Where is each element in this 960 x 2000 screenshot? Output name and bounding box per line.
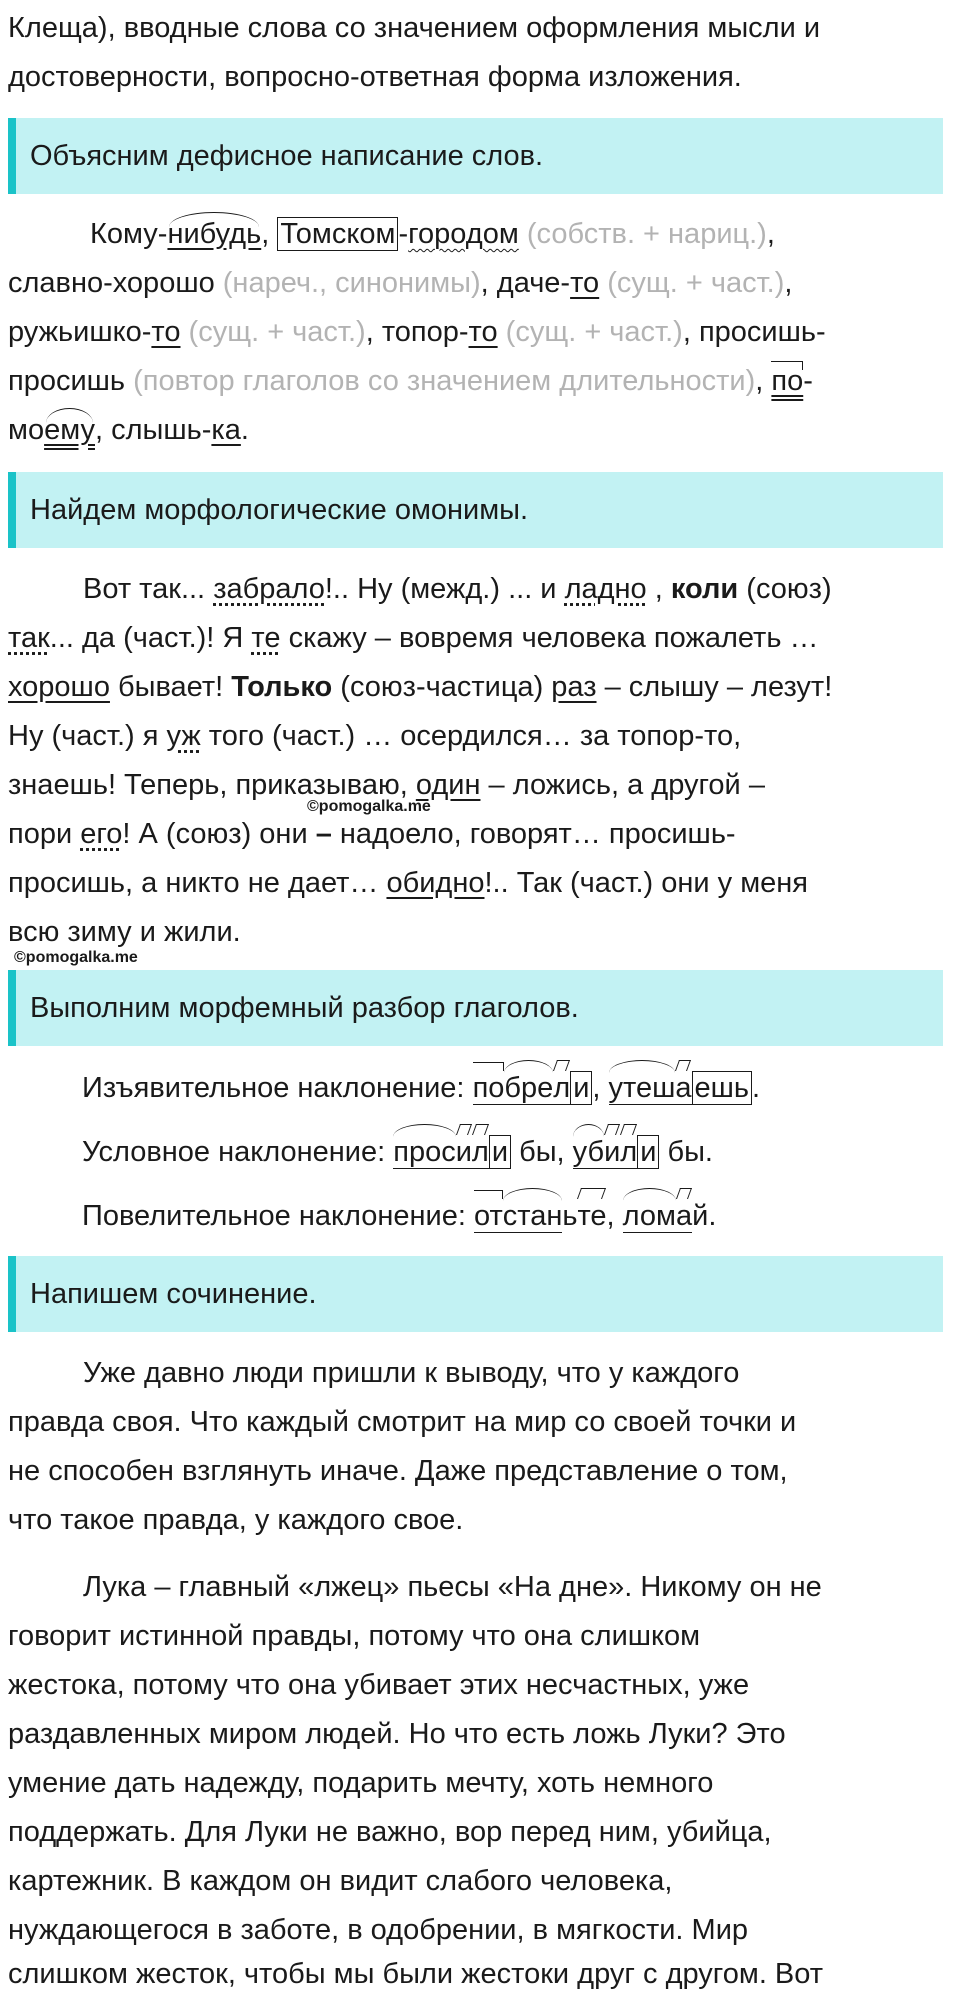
homonym-line: всю зиму и жили. — [8, 916, 241, 948]
homonym-word: забрало — [213, 573, 325, 605]
morpheme-line-imperative: Повелительное наклонение: отстаньте, ломай. — [82, 1186, 716, 1246]
word-boxed: Томском — [277, 217, 398, 251]
essay-line: говорит истинной правды, потому что она слишком — [8, 1620, 701, 1652]
suffix: те — [577, 1186, 606, 1246]
homonym-word: уж — [166, 720, 201, 752]
ending: и — [570, 1071, 592, 1105]
word: Кому- — [90, 218, 168, 250]
note: (повтор глаголов со значением длительности) — [125, 365, 756, 397]
homonym-line: пори его! А (союз) они – надоело, говорят… просишь- — [8, 818, 736, 850]
note: (сущ. + част.) — [599, 267, 785, 299]
homonym-line: хорошо бывает! Только (союз-частица) раз – слышу – лезут! — [8, 671, 833, 703]
word: ружьишко- — [8, 316, 152, 348]
homonym-word: Только — [231, 671, 333, 703]
punct: , — [784, 267, 793, 299]
word-suffix: нибудь — [167, 210, 261, 259]
prefix: по — [473, 1058, 505, 1118]
hyphen: - — [398, 218, 409, 250]
homonym-word: один — [415, 769, 481, 801]
essay-line: умение дать надежду, подарить мечту, хоть немного — [8, 1767, 714, 1799]
essay-line: картежник. В каждом он видит слабого человека, — [8, 1865, 673, 1897]
morpheme-line-conditional: Условное наклонение: просил и бы, убил и бы. — [82, 1122, 713, 1182]
root: стан — [503, 1186, 563, 1246]
punct: , — [261, 218, 278, 250]
prefix: по — [771, 357, 803, 406]
hyphen-line — [8, 210, 943, 259]
homonym-word: ладно — [564, 573, 647, 605]
word: топор- — [381, 316, 469, 348]
suffix: а — [676, 1186, 692, 1246]
root: прос — [393, 1122, 455, 1182]
homonym-word: те — [251, 622, 281, 654]
homonym-word: коли — [670, 573, 739, 605]
word: мо — [8, 414, 45, 446]
punct: , — [682, 316, 699, 348]
word: даче- — [496, 267, 571, 299]
note: (сущ. + част.) — [180, 316, 366, 348]
homonym-line: знаешь! Теперь, приказываю, один – ложись, а другой – — [8, 769, 765, 801]
note: (нареч., синонимы) — [214, 267, 481, 299]
suffix: а — [675, 1058, 691, 1118]
hyphen: - — [803, 365, 813, 397]
essay-line: что такое правда, у каждого свое. — [8, 1504, 464, 1536]
homonym-word: хорошо — [8, 671, 110, 703]
hyphen-line — [8, 308, 943, 357]
particle: ка — [211, 414, 241, 446]
root: бре — [504, 1058, 553, 1118]
section-heading: Объясним дефисное написание слов. — [8, 118, 943, 194]
punct: , — [766, 218, 775, 250]
homonym-word: его — [80, 818, 123, 850]
suffix: л — [553, 1058, 570, 1118]
particle: то — [151, 316, 181, 348]
punct: , — [94, 414, 112, 446]
section-heading: Выполним морфемный разбор глаголов. — [8, 970, 943, 1046]
root: уб — [573, 1122, 604, 1182]
word: слышь- — [111, 414, 212, 446]
punct: , — [480, 267, 497, 299]
word: просишь- — [698, 316, 826, 348]
intro-line: достоверности, вопросно-ответная форма изложения. — [8, 61, 742, 93]
ending: и — [489, 1135, 511, 1169]
essay-line: нуждающегося в заботе, в одобрении, в мягкости. Мир — [8, 1914, 749, 1946]
hyphen-line — [8, 259, 943, 308]
essay-line: Уже давно люди пришли к выводу, что у каждого — [83, 1357, 740, 1389]
homonym-word: раз — [551, 671, 597, 703]
word: просишь — [8, 365, 126, 397]
note: (сущ. + част.) — [497, 316, 683, 348]
homonym-line: так... да (част.)! Я те скажу – вовремя человека пожалеть … — [8, 622, 819, 654]
homonym-line: Ну (част.) я уж того (част.) … осердился… за топор-то, — [8, 720, 742, 752]
suffix: и — [604, 1122, 620, 1182]
punct: , — [755, 365, 772, 397]
homonym-word: обидно — [386, 867, 485, 899]
note: (собств. + нариц.) — [518, 218, 767, 250]
watermark: ©pomogalka.me — [14, 949, 138, 966]
morpheme-line-indicative: Изъявительное наклонение: побрел и , утеша ешь . — [82, 1058, 760, 1118]
section-heading: Напишем сочинение. — [8, 1256, 943, 1332]
essay-line: поддержать. Для Луки не важно, вор перед ним, убийца, — [8, 1816, 772, 1848]
punct: . — [240, 414, 249, 446]
suffix: л — [620, 1122, 637, 1182]
ending: и — [637, 1135, 659, 1169]
suffix: л — [472, 1122, 489, 1182]
watermark: ©pomogalka.me — [307, 798, 431, 815]
hyphen-line — [8, 406, 943, 455]
suffix: и — [456, 1122, 472, 1182]
particle: то — [570, 267, 600, 299]
homonym-line: Вот так... забрало!.. Ну (межд.) ... и ладно , коли (союз) — [83, 573, 832, 605]
punct: , — [365, 316, 382, 348]
homonym-word: так — [8, 622, 50, 654]
prefix: от — [474, 1186, 503, 1246]
essay-line: раздавленных миром людей. Но что есть ложь Луки? Это — [8, 1718, 786, 1750]
root: лом — [623, 1186, 676, 1246]
essay-line: слишком жесток, чтобы мы были жестоки друг с другом. Вот — [8, 1958, 824, 1990]
particle: то — [468, 316, 498, 348]
section-heading: Найдем морфологические омонимы. — [8, 472, 943, 548]
essay-line: жестока, потому что она убивает этих несчастных, уже — [8, 1669, 750, 1701]
word: славно-хорошо — [8, 267, 215, 299]
word-wavy: городом — [408, 218, 519, 250]
essay-line: Лука – главный «лжец» пьесы «На дне». Никому он не — [83, 1571, 822, 1603]
root: утеш — [609, 1058, 676, 1118]
intro-line: Клеща), вводные слова со значением оформления мысли и — [8, 12, 821, 44]
homonym-line: просишь, а никто не дает… обидно!.. Так (част.) они у меня — [8, 867, 808, 899]
essay-line: не способен взглянуть иначе. Даже представление о том, — [8, 1455, 788, 1487]
essay-line: правда своя. Что каждый смотрит на мир со своей точки и — [8, 1406, 797, 1438]
ending: ешь — [692, 1071, 753, 1105]
hyphen-line — [8, 357, 943, 406]
word-ending: ему — [44, 406, 95, 455]
